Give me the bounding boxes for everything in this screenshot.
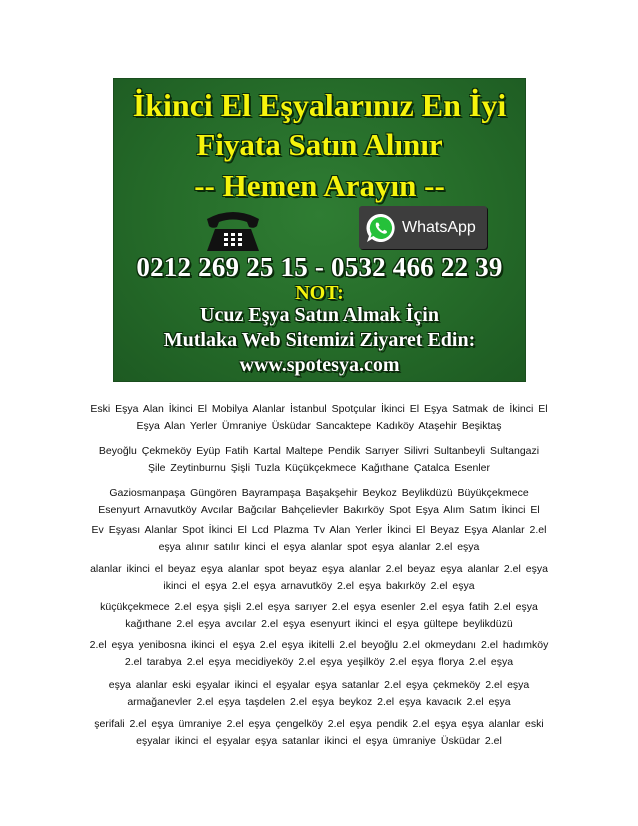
paragraph-2: Beyoğlu Çekmeköy Eyüp Fatih Kartal Maltepe Pendik Sarıyer Silivri Sultanbeyli Sultangazi Şile Zeytinburnu Şişli Tuzla Küçükçekmece Kağıthane Çatalca Esenler — [98, 445, 540, 474]
note-label: NOT: — [295, 282, 344, 304]
whatsapp-badge — [359, 206, 487, 249]
note-line-1: Ucuz Eşya Satın Almak İçin — [200, 304, 439, 326]
banner-headline-1: İkinci El Eşyalarınız En İyi — [132, 87, 507, 123]
whatsapp-label: WhatsApp — [402, 218, 476, 236]
banner-headline-3: -- Hemen Arayın -- — [194, 168, 445, 203]
advertisement-banner — [113, 78, 526, 382]
website-url: www.spotesya.com — [239, 354, 400, 376]
paragraph-3: Gaziosmanpaşa Güngören Bayrampaşa Başakşehir Beykoz Beylikdüzü Büyükçekmece Esenyurt Arnavutköy Avcılar Bağcılar Bahçelievler Bakırköy Spot Eşya Alım Satım İkinci El — [98, 487, 540, 516]
paragraph-8: eşya alanlar eski eşyalar ikinci el eşyalar eşya satanlar 2.el eşya çekmeköy 2.el eşya armağanevler 2.el eşya taşdelen 2.el eşya beykoz 2.el eşya kavacık 2.el eşya — [108, 679, 530, 708]
telephone-icon — [201, 205, 265, 253]
paragraph-6: küçükçekmece 2.el eşya şişli 2.el eşya sarıyer 2.el eşya esenler 2.el eşya fatih 2.el eşya kağıthane 2.el eşya avcılar 2.el eşya esenyurt ikinci el eşya gültepe beylikdüzü — [100, 601, 538, 630]
banner-headline-2: Fiyata Satın Alınır — [196, 127, 443, 162]
paragraph-1: Eski Eşya Alan İkinci El Mobilya Alanlar İstanbul Spotçular İkinci El Eşya Satmak de İkinci El Eşya Alan Yerler Ümraniye Üsküdar Sancaktepe Kadıköy Ataşehir Beşiktaş — [90, 403, 548, 432]
note-line-2: Mutlaka Web Sitemizi Ziyaret Edin: — [163, 329, 476, 351]
whatsapp-icon — [364, 211, 398, 245]
paragraph-9: şerifali 2.el eşya ümraniye 2.el eşya çengelköy 2.el eşya pendik 2.el eşya eşya alanlar eski eşyalar ikinci el eşyalar eşya satanlar ikinci el eşya ümraniye Üsküdar 2.el — [94, 718, 544, 747]
paragraph-4: Ev Eşyası Alanlar Spot İkinci El Lcd Plazma Tv Alan Yerler İkinci El Beyaz Eşya Alanlar 2.el eşya alınır satılır kinci el eşya alanlar spot eşya alanlar 2.el eşya — [91, 524, 547, 553]
phone-numbers: 0212 269 25 15 - 0532 466 22 39 — [136, 252, 503, 282]
paragraph-7: 2.el eşya yenibosna ikinci el eşya 2.el eşya ikitelli 2.el beyoğlu 2.el okmeydanı 2.el hadımköy 2.el tarabya 2.el eşya mecidiyeköy 2.el eşya yeşilköy 2.el eşya florya 2.el eşya — [89, 639, 549, 668]
paragraph-5: alanlar ikinci el beyaz eşya alanlar spot beyaz eşya alanlar 2.el beyaz eşya alanlar 2.el eşya ikinci el eşya 2.el eşya arnavutköy 2.el eşya bakırköy 2.el eşya — [90, 563, 548, 592]
